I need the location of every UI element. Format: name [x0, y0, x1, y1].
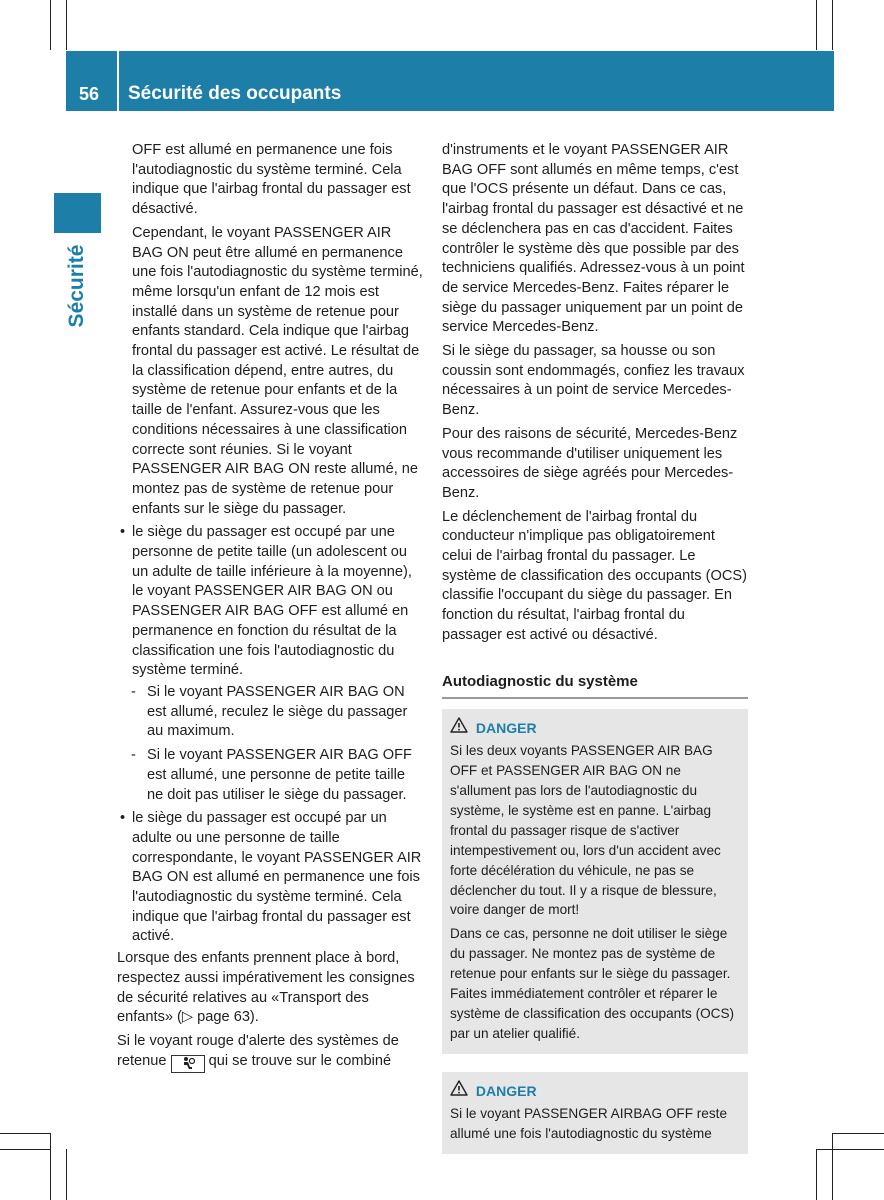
- crop-mark: [66, 1149, 67, 1200]
- page-title: Sécurité des occupants: [128, 83, 342, 104]
- warning-triangle-icon: [450, 717, 472, 739]
- right-column: [442, 141, 748, 1154]
- warning-triangle-icon: [450, 1080, 472, 1102]
- list-item: [117, 809, 423, 947]
- crop-mark: [816, 1149, 884, 1150]
- crop-mark: [832, 0, 833, 50]
- paragraph: [117, 1032, 423, 1073]
- side-tab-label: Sécurité: [65, 244, 88, 328]
- header-divider: [117, 51, 119, 111]
- crop-mark: [50, 0, 51, 50]
- danger-notice: [442, 709, 748, 1054]
- airbag-warning-icon: [171, 1055, 205, 1073]
- left-column: [117, 141, 423, 1077]
- crop-mark: [50, 1133, 51, 1200]
- danger-text: Si les deux voyants PASSENGER AIR BAG OFF et PASSENGER AIR BAG ON ne s'allument pas lors de l'autodiagnostic du système, le système est en panne. L'airbag frontal du passager risque de s'activer intempestivement ou, lors d'un accident avec forte décélération du véhicule, ne pas se déclencher du tout. Il y a risque de blessure, voire danger de mort!: [450, 743, 721, 918]
- page-number: 56: [78, 84, 100, 104]
- danger-header: [450, 717, 740, 739]
- danger-text: Dans ce cas, personne ne doit utiliser le siège du passager. Ne montez pas de système de retenue pour enfants sur le siège du passager. Faites immédiatement contrôler et réparer le système de classification des occupants (OCS) par un atelier qualifié.: [450, 926, 735, 1041]
- sub-list-item: [117, 746, 423, 805]
- list-item-text: le siège du passager est occupé par un adulte ou une personne de taille correspondante, le voyant PASSENGER AIR BAG ON est allumé en permanence une fois l'autodiagnostic du système terminé. Cela indique que l'airbag frontal du passager est activé.: [132, 810, 422, 945]
- paragraph: Si le siège du passager, sa housse ou son coussin sont endommagés, confiez les travaux nécessaires à un point de service Mercedes-Benz.: [442, 343, 745, 419]
- paragraph: OFF est allumé en permanence une fois l'autodiagnostic du système terminé. Cela indique que l'airbag frontal du passager est désactivé.: [132, 142, 411, 218]
- paragraph: d'instruments et le voyant PASSENGER AIR BAG OFF sont allumés en même temps, c'est que l'OCS présente un défaut. Dans ce cas, l'airbag frontal du passager est désactivé et ne se déclenchera pas en cas d'accident. Faites contrôler le système dès que possible par des techniciens qualifiés. Adressez-vous à un point de service Mercedes-Benz. Faites réparer le siège du passager uniquement par un point de service Mercedes-Benz.: [442, 142, 745, 336]
- danger-text: Si le voyant PASSENGER AIRBAG OFF reste allumé une fois l'autodiagnostic du système: [450, 1105, 727, 1141]
- bullet-marker: •: [120, 524, 126, 541]
- side-tab-marker: [54, 193, 101, 233]
- sub-list-item: [117, 683, 423, 742]
- paragraph: Le déclenchement de l'airbag frontal du conducteur n'implique pas obligatoirement celui de l'airbag frontal du passager. Le système de classification des occupants (OCS) classifie l'occupant du siège du passager. En fonction du résultat, l'airbag frontal du passager est activé ou désactivé.: [442, 508, 747, 643]
- crop-mark: [0, 1133, 50, 1134]
- paragraph: Cependant, le voyant PASSENGER AIR BAG ON peut être allumé en permanence une fois l'autodiagnostic du système terminé, même lorsqu'un enfant de 12 mois est installé dans un système de retenue pour enfants standard. Cela indique que l'airbag frontal du passager est activé. Le résultat de la classification dépend, entre autres, du système de retenue pour enfants et de la taille de l'enfant. Assurez-vous que les conditions nécessaires à une classification correcte sont réunies. Si le voyant PASSENGER AIR BAG ON reste allumé, ne montez pas de système de retenue pour enfants sur le siège du passager.: [132, 224, 423, 517]
- crop-mark: [816, 1149, 817, 1200]
- dash-marker: -: [131, 747, 136, 764]
- paragraph: Pour des raisons de sécurité, Mercedes-Benz vous recommande d'utiliser uniquement les accessoires de siège agréés pour Mercedes-Benz.: [442, 425, 738, 501]
- paragraph: Lorsque des enfants prennent place à bord, respectez aussi impérativement les consignes de sécurité relatives au «Transport des enfants» (▷ page 63).: [117, 950, 415, 1026]
- danger-notice: [442, 1072, 748, 1154]
- paragraph-text: qui se trouve sur le combiné: [208, 1052, 392, 1069]
- crop-mark: [832, 1133, 884, 1134]
- crop-mark: [816, 0, 817, 50]
- list-item: [117, 523, 423, 681]
- bullet-marker: •: [120, 810, 126, 827]
- section-heading: Autodiagnostic du système: [442, 672, 748, 700]
- danger-header: [450, 1080, 740, 1102]
- sub-list-item-text: Si le voyant PASSENGER AIR BAG OFF est allumé, une personne de petite taille ne doit pas utiliser le siège du passager.: [147, 747, 412, 803]
- list-item-text: le siège du passager est occupé par une personne de petite taille (un adolescent ou un adulte de taille inférieure à la moyenne), le voyant PASSENGER AIR BAG ON ou PASSENGER AIR BAG OFF est allumé en permanence en fonction du résultat de la classification une fois l'autodiagnostic du système terminé.: [132, 524, 412, 679]
- crop-mark: [0, 1149, 50, 1150]
- crop-mark: [832, 1133, 833, 1200]
- sub-list-item-text: Si le voyant PASSENGER AIR BAG ON est allumé, reculez le siège du passager au maximum.: [147, 683, 408, 740]
- dash-marker: -: [131, 683, 136, 700]
- danger-label: DANGER: [475, 1082, 537, 1099]
- paragraph-text: Si le voyant rouge d'alerte des systèmes de retenue: [117, 1032, 399, 1069]
- danger-label: DANGER: [475, 720, 537, 737]
- crop-mark: [66, 0, 67, 50]
